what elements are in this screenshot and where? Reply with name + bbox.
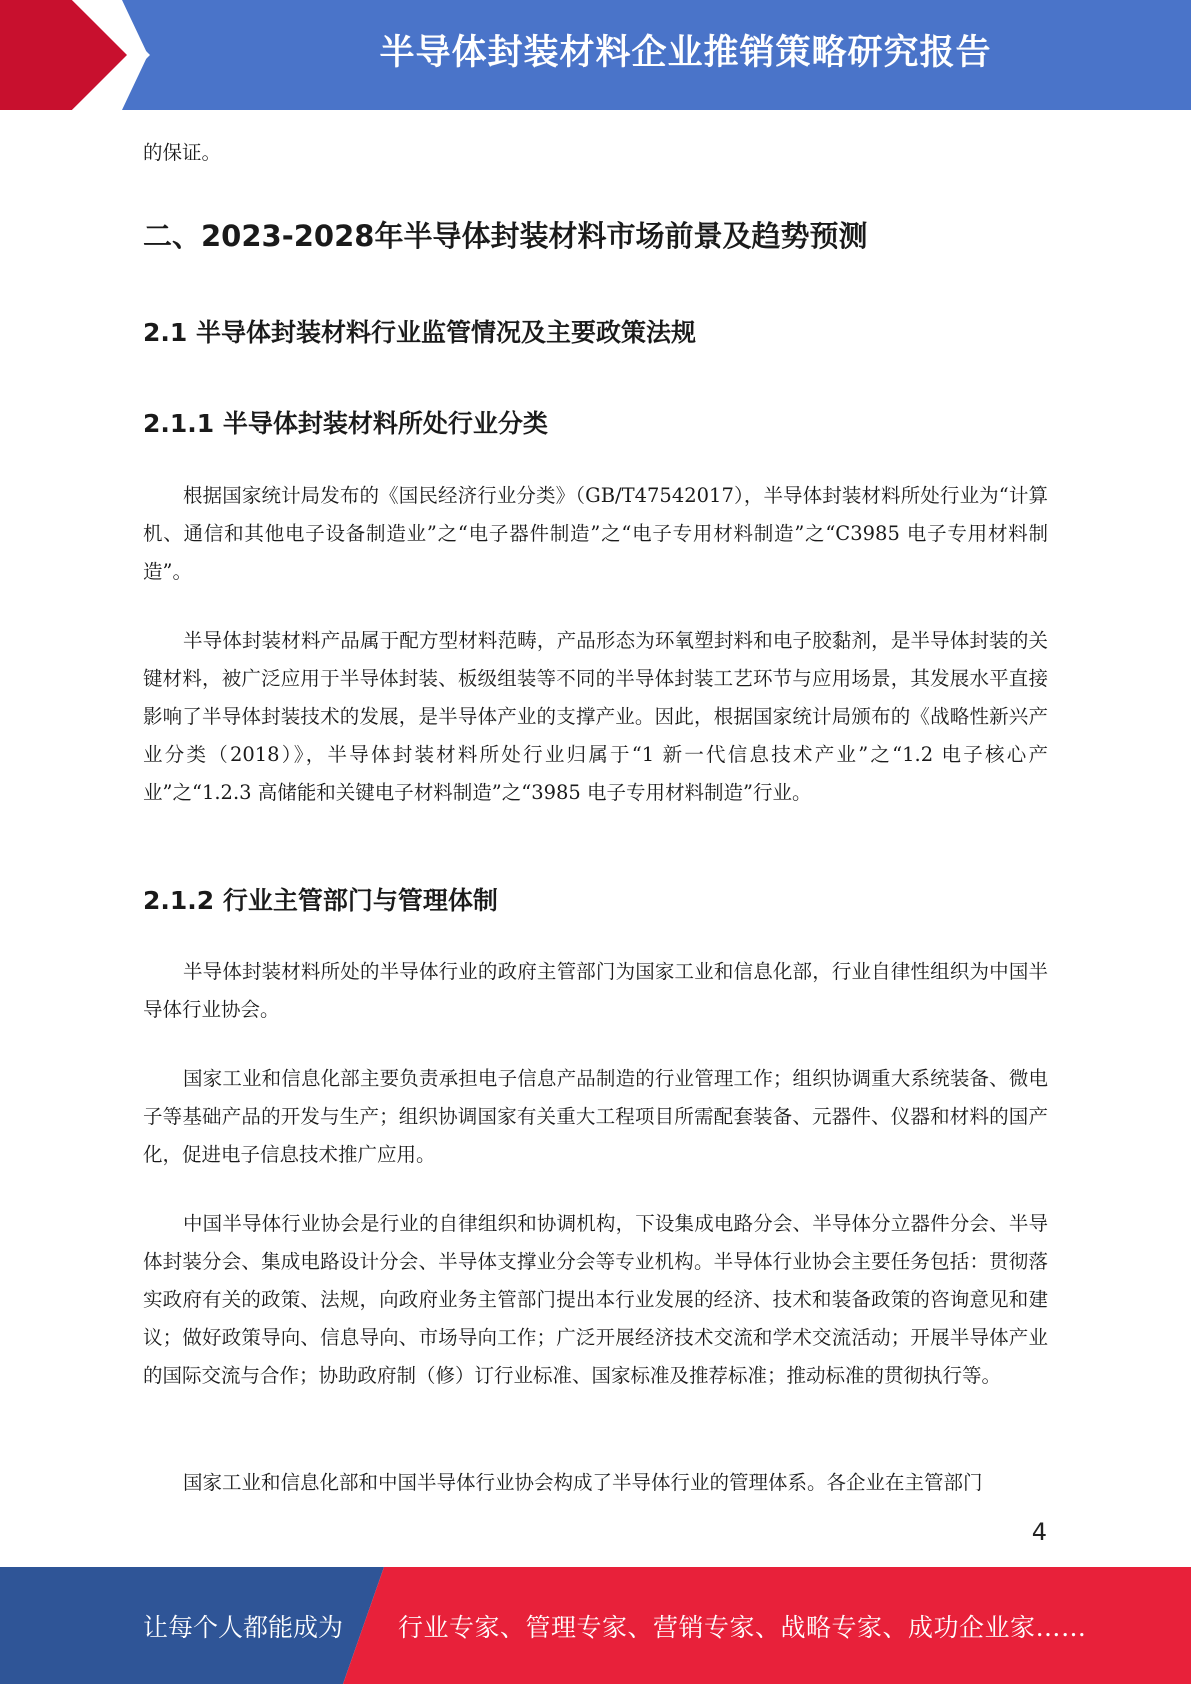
section-heading-2: 二、2023-2028年半导体封装材料市场前景及趋势预测	[143, 219, 868, 253]
footer-slogan-left: 让每个人都能成为	[143, 1613, 344, 1642]
page-number: 4	[1031, 1518, 1047, 1546]
paragraph-management-system: 国家工业和信息化部和中国半导体行业协会构成了半导体行业的管理体系。各企业在主管部门	[183, 1471, 983, 1494]
paragraph-miit-duties: 国家工业和信息化部主要负责承担电子信息产品制造的行业管理工作；组织协调重大系统装备、微电子等基础产品的开发与生产；组织协调国家有关重大工程项目所需配套装备、元器件、仪器和材料的国产化，促进电子信息技术推广应用。	[143, 1067, 1048, 1166]
paragraph-continuation: 的保证。	[143, 141, 222, 164]
subsection-heading-2-1: 2.1 半导体封装材料行业监管情况及主要政策法规	[143, 318, 696, 347]
page-header	[0, 0, 1191, 110]
footer-slogan-right: 行业专家、管理专家、营销专家、战略专家、成功企业家……	[398, 1613, 1087, 1642]
subsection-heading-2-1-1: 2.1.1 半导体封装材料所处行业分类	[143, 409, 548, 438]
report-title: 半导体封装材料企业推销策略研究报告	[379, 33, 992, 73]
paragraph-csia-duties: 中国半导体行业协会是行业的自律组织和协调机构，下设集成电路分会、半导体分立器件分会、半导体封装分会、集成电路设计分会、半导体支撑业分会等专业机构。半导体行业协会主要任务包括：贯彻落实政府有关的政策、法规，向政府业务主管部门提出本行业发展的经济、技术和装备政策的咨询意见和建议；做好政策导向、信息导向、市场导向工作；广泛开展经济技术交流和学术交流活动；开展半导体产业的国际交流与合作；协助政府制（修）订行业标准、国家标准及推荐标准；推动标准的贯彻执行等。	[143, 1212, 1048, 1387]
subsection-heading-2-1-2: 2.1.2 行业主管部门与管理体制	[143, 886, 498, 915]
paragraph-industry-classification: 根据国家统计局发布的《国民经济行业分类》（GB/T47542017），半导体封装材料所处行业为“计算机、通信和其他电子设备制造业”之“电子器件制造”之“电子专用材料制造”之“C3985 电子专用材料制造”。	[143, 484, 1048, 583]
page-footer	[0, 1567, 1191, 1684]
paragraph-regulators: 半导体封装材料所处的半导体行业的政府主管部门为国家工业和信息化部，行业自律性组织为中国半导体行业协会。	[143, 960, 1048, 1021]
paragraph-product-category: 半导体封装材料产品属于配方型材料范畴，产品形态为环氧塑封料和电子胶黏剂，是半导体封装的关键材料，被广泛应用于半导体封装、板级组装等不同的半导体封装工艺环节与应用场景，其发展水平直接影响了半导体封装技术的发展，是半导体产业的支撑产业。因此，根据国家统计局颁布的《战略性新兴产业分类（2018）》，半导体封装材料所处行业归属于“1 新一代信息技术产业”之“1.2 电子核心产业”之“1.2.3 高储能和关键电子材料制造”之“3985 电子专用材料制造”行业。	[143, 629, 1048, 804]
